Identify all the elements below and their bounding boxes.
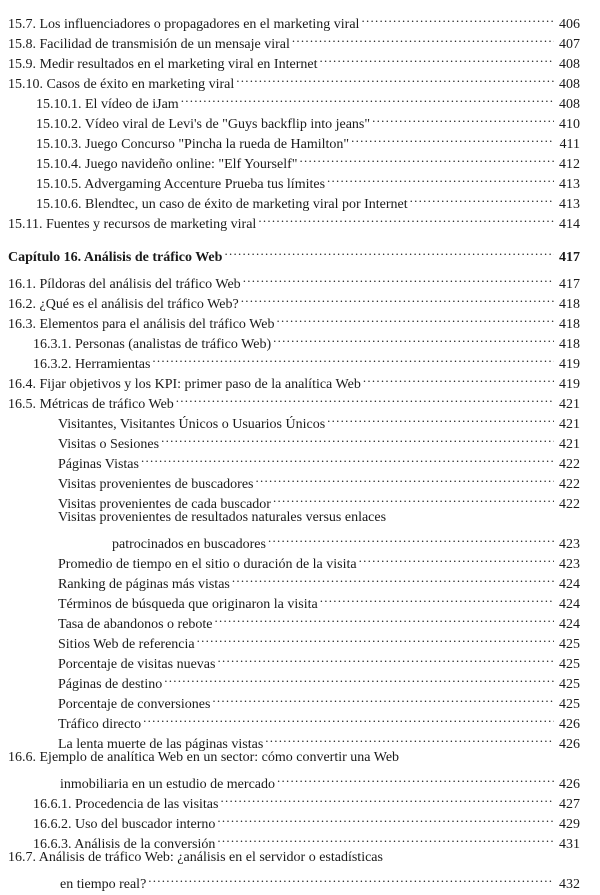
- toc-leader-dots: [268, 528, 554, 548]
- toc-entry-title: 15.10. Casos de éxito en marketing viral: [8, 77, 235, 92]
- toc-entry-title: 16.6.2. Uso del buscador interno: [33, 817, 216, 832]
- toc-entry-page: 423: [559, 537, 580, 552]
- toc-entry: [0, 628, 600, 652]
- toc-entry-title: Sitios Web de referencia: [58, 637, 195, 652]
- toc-entry: [0, 68, 600, 92]
- toc-entry: [0, 308, 600, 332]
- toc-entry-page: 426: [559, 777, 580, 792]
- toc-entry-page: 414: [559, 217, 580, 232]
- toc-entry-title: Promedio de tiempo en el sitio o duración de la visita: [58, 557, 357, 572]
- toc-leader-dots: [217, 828, 554, 848]
- toc-entry-page: 422: [559, 457, 580, 472]
- toc-entry-title-continued: inmobiliaria en un estudio de mercado: [60, 777, 275, 792]
- toc-entry-page: 427: [559, 797, 580, 812]
- toc-entry-title: 16.6.3. Análisis de la conversión: [33, 837, 216, 852]
- toc-leader-dots: [236, 68, 554, 88]
- toc-entry-page: 429: [559, 817, 580, 832]
- toc-entry-title-continued: patrocinados en buscadores: [112, 537, 266, 552]
- toc-entry-title: Páginas de destino: [58, 677, 163, 692]
- toc-entry-title: 15.10.4. Juego navideño online: "Elf Yourself": [36, 157, 298, 172]
- toc-entry-title: 16.4. Fijar objetivos y los KPI: primer paso de la analítica Web: [8, 377, 361, 392]
- toc-entry-title: 16.3.2. Herramientas: [33, 357, 151, 372]
- toc-leader-dots: [241, 288, 554, 308]
- toc-entry-title: Visitas provenientes de resultados naturales versus enlaces: [58, 510, 387, 525]
- toc-leader-dots: [243, 268, 554, 288]
- toc-entry-page: 423: [559, 557, 580, 572]
- toc-entry-page: 425: [559, 697, 580, 712]
- toc-leader-dots: [181, 88, 554, 108]
- toc-entry-title: 16.6. Ejemplo de analítica Web en un sector: cómo convertir una Web: [8, 750, 400, 765]
- toc-entry: [0, 708, 600, 732]
- toc-entry: [0, 668, 600, 692]
- toc-leader-dots: [320, 588, 554, 608]
- toc-entry-page: 424: [559, 597, 580, 612]
- toc-entry: [0, 788, 600, 812]
- toc-entry-page: 418: [559, 297, 580, 312]
- toc-leader-dots: [197, 628, 554, 648]
- toc-entry-title: Visitas provenientes de cada buscador: [58, 497, 271, 512]
- toc-entry: [0, 168, 600, 192]
- toc-entry: [0, 328, 600, 352]
- toc-entry-page: 424: [559, 577, 580, 592]
- toc-entry-title: Visitas provenientes de buscadores: [58, 477, 254, 492]
- toc-entry: [0, 148, 600, 172]
- toc-entry: [0, 428, 600, 452]
- toc-leader-dots: [256, 468, 555, 488]
- toc-entry-title: 16.5. Métricas de tráfico Web: [8, 397, 174, 412]
- toc-leader-dots: [232, 568, 554, 588]
- toc-chapter-entry: [0, 241, 600, 265]
- toc-chapter-page: 417: [559, 250, 580, 265]
- toc-entry-title: Porcentaje de conversiones: [58, 697, 211, 712]
- toc-entry-page: 411: [559, 137, 580, 152]
- toc-leader-dots: [327, 168, 554, 188]
- toc-entry-title: Visitantes, Visitantes Únicos o Usuarios Únicos: [58, 417, 326, 432]
- toc-leader-dots: [212, 688, 554, 708]
- toc-leader-dots: [161, 428, 554, 448]
- toc-leader-dots: [359, 548, 554, 568]
- toc-leader-dots: [276, 308, 554, 328]
- toc-entry-page: 424: [559, 617, 580, 632]
- toc-entry-title: 15.11. Fuentes y recursos de marketing viral: [8, 217, 257, 232]
- toc-leader-dots: [299, 148, 554, 168]
- toc-entry-page: 413: [559, 197, 580, 212]
- toc-entry: [0, 348, 600, 372]
- toc-entry-page: 408: [559, 57, 580, 72]
- toc-entry-page: 413: [559, 177, 580, 192]
- toc-entry: [0, 28, 600, 52]
- toc-entry-page: 432: [559, 877, 580, 892]
- toc-entry: [0, 648, 600, 672]
- toc-entry: [0, 448, 600, 472]
- toc-entry-title: 16.1. Píldoras del análisis del tráfico Web: [8, 277, 241, 292]
- toc-entry-title: 16.3. Elementos para el análisis del tráfico Web: [8, 317, 275, 332]
- toc-entry-title: La lenta muerte de las páginas vistas: [58, 737, 264, 752]
- toc-entry-title: Ranking de páginas más vistas: [58, 577, 230, 592]
- toc-entry: [0, 268, 600, 292]
- toc-entry: [0, 828, 600, 852]
- toc-entry-title: 16.3.1. Personas (analistas de tráfico Web): [33, 337, 272, 352]
- toc-leader-dots: [217, 648, 554, 668]
- toc-entry-page: 421: [559, 397, 580, 412]
- toc-leader-dots: [143, 708, 554, 728]
- toc-entry-title: Tasa de abandonos o rebote: [58, 617, 213, 632]
- toc-entry-title: 15.10.2. Vídeo viral de Levi's de "Guys backflip into jeans": [36, 117, 371, 132]
- toc-entry-title: Porcentaje de visitas nuevas: [58, 657, 216, 672]
- toc-entry-page: 421: [559, 437, 580, 452]
- toc-entry: [0, 48, 600, 72]
- toc-entry: [0, 88, 600, 112]
- toc-entry: [0, 808, 600, 832]
- toc-entry-page: 408: [559, 77, 580, 92]
- toc-entry: [0, 408, 600, 432]
- toc-leader-dots: [152, 348, 554, 368]
- toc-leader-dots: [277, 768, 554, 788]
- toc-entry-title: 15.10.5. Advergaming Accenture Prueba tus límites: [36, 177, 326, 192]
- toc-entry-page: 422: [559, 497, 580, 512]
- toc-leader-dots: [215, 608, 554, 628]
- toc-entry: [0, 488, 600, 512]
- toc-entry-title: Tráfico directo: [58, 717, 142, 732]
- toc-entry-page: 422: [559, 477, 580, 492]
- toc-leader-dots: [410, 188, 554, 208]
- toc-leader-dots: [273, 488, 554, 508]
- toc-entry-title: 15.8. Facilidad de transmisión de un mensaje viral: [8, 37, 290, 52]
- toc-leader-dots: [327, 408, 554, 428]
- toc-entry-page: 419: [559, 357, 580, 372]
- toc-entry: [0, 388, 600, 412]
- toc-entry: [0, 588, 600, 612]
- toc-entry-page: 425: [559, 637, 580, 652]
- toc-entry-page: 407: [559, 37, 580, 52]
- toc-entry-page: 418: [559, 317, 580, 332]
- toc-entry: [0, 728, 600, 752]
- toc-entry-page: 426: [559, 737, 580, 752]
- toc-entry: [0, 508, 600, 552]
- toc-leader-dots: [363, 368, 554, 388]
- toc-entry: [0, 468, 600, 492]
- toc-entry: [0, 288, 600, 312]
- toc-entry: [0, 848, 600, 892]
- toc-entry-page: 421: [559, 417, 580, 432]
- toc-entry-title: 16.6.1. Procedencia de las visitas: [33, 797, 219, 812]
- toc-leader-dots: [224, 241, 554, 261]
- toc-entry: [0, 108, 600, 132]
- toc-entry-title: 15.10.3. Juego Concurso "Pincha la rueda de Hamilton": [36, 137, 350, 152]
- toc-entry: [0, 8, 600, 32]
- toc-entry-title: Páginas Vistas: [58, 457, 139, 472]
- toc-entry-title: Visitas o Sesiones: [58, 437, 160, 452]
- toc-leader-dots: [361, 8, 554, 28]
- toc-leader-dots: [148, 868, 554, 888]
- toc-leader-dots: [217, 808, 554, 828]
- toc-entry: [0, 608, 600, 632]
- toc-entry-page: 406: [559, 17, 580, 32]
- toc-entry: [0, 548, 600, 572]
- toc-entry: [0, 748, 600, 792]
- toc-entry-title: 15.7. Los influenciadores o propagadores en el marketing viral: [8, 17, 360, 32]
- toc-entry-page: 426: [559, 717, 580, 732]
- toc-leader-dots: [141, 448, 554, 468]
- toc-entry-title: 15.10.1. El vídeo de iJam: [36, 97, 179, 112]
- toc-leader-dots: [292, 28, 554, 48]
- toc-leader-dots: [273, 328, 554, 348]
- toc-entry: [0, 208, 600, 232]
- toc-leader-dots: [258, 208, 554, 228]
- toc-entry-title: Términos de búsqueda que originaron la visita: [58, 597, 318, 612]
- toc-leader-dots: [351, 128, 554, 148]
- toc-entry-title: 15.10.6. Blendtec, un caso de éxito de marketing viral por Internet: [36, 197, 408, 212]
- toc-entry-page: 431: [559, 837, 580, 852]
- toc-leader-dots: [176, 388, 554, 408]
- toc-entry: [0, 568, 600, 592]
- toc-entry-title: 16.2. ¿Qué es el análisis del tráfico Web?: [8, 297, 239, 312]
- toc-entry-page: 410: [559, 117, 580, 132]
- toc-entry-page: 419: [559, 377, 580, 392]
- toc-entry-page: 408: [559, 97, 580, 112]
- toc-entry-page: 412: [559, 157, 580, 172]
- toc-entry: [0, 128, 600, 152]
- toc-entry-title-continued: en tiempo real?: [60, 877, 147, 892]
- toc-leader-dots: [265, 728, 554, 748]
- toc-leader-dots: [319, 48, 554, 68]
- toc-entry: [0, 188, 600, 212]
- toc-entry: [0, 688, 600, 712]
- toc-entry-page: 418: [559, 337, 580, 352]
- toc-entry-title: 16.7. Análisis de tráfico Web: ¿análisis en el servidor o estadísticas: [8, 850, 383, 865]
- toc-entry-page: 425: [559, 657, 580, 672]
- toc-entry-page: 417: [559, 277, 580, 292]
- toc-leader-dots: [164, 668, 554, 688]
- toc-chapter-title: Capítulo 16. Análisis de tráfico Web: [8, 250, 223, 265]
- toc-entry-title: 15.9. Medir resultados en el marketing viral en Internet: [8, 57, 318, 72]
- toc-entry-page: 425: [559, 677, 580, 692]
- toc-leader-dots: [220, 788, 554, 808]
- toc-leader-dots: [372, 108, 554, 128]
- toc-entry: [0, 368, 600, 392]
